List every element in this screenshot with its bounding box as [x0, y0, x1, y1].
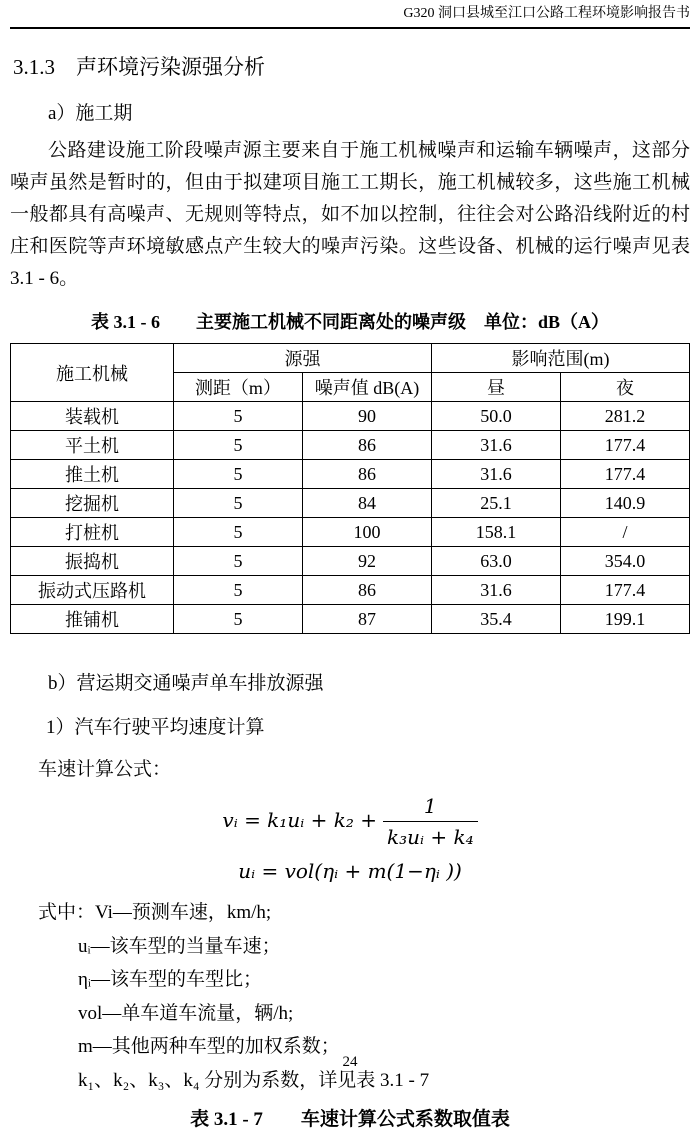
cell-night: 177.4 — [560, 576, 689, 605]
cell-noise: 90 — [302, 402, 431, 431]
subsection-a-heading: a）施工期 — [48, 103, 133, 124]
header-cell-noise: 噪声值 dB(A) — [302, 373, 431, 402]
table-row — [11, 576, 690, 605]
cell-distance: 5 — [173, 431, 302, 460]
cell-noise: 86 — [302, 460, 431, 489]
table-row — [11, 460, 690, 489]
table-3-1-7-caption: 表 3.1 - 7 车速计算公式系数取值表 — [190, 1109, 510, 1130]
cell-day: 31.6 — [431, 431, 560, 460]
table-row — [11, 431, 690, 460]
cell-machine: 振动式压路机 — [11, 576, 174, 605]
formula-v-prefix: vᵢ = k₁uᵢ + k₂ + — [222, 808, 377, 832]
header-cell-day: 昼 — [431, 373, 560, 402]
table-header-row-1 — [11, 344, 690, 373]
cell-distance: 5 — [173, 402, 302, 431]
cell-distance: 5 — [173, 460, 302, 489]
definition-vi: Vi—预测车速，km/h; — [95, 902, 272, 923]
definition-eta: ηᵢ—该车型的车型比； — [78, 969, 263, 990]
cell-night: / — [560, 518, 689, 547]
cell-distance: 5 — [173, 489, 302, 518]
page-footer — [0, 1054, 700, 1071]
cell-distance: 5 — [173, 576, 302, 605]
cell-day: 31.6 — [431, 460, 560, 489]
subsection-b-heading: b）营运期交通噪声单车排放源强 — [48, 673, 324, 694]
subsection-b1-heading: 1）汽车行驶平均速度计算 — [46, 717, 265, 738]
cell-distance: 5 — [173, 547, 302, 576]
cell-night: 177.4 — [560, 431, 689, 460]
page-header — [10, 6, 690, 29]
defs-label: 式中： — [38, 902, 96, 923]
table-row — [11, 605, 690, 634]
table-row — [11, 402, 690, 431]
speed-formula-block — [10, 793, 690, 884]
cell-machine: 装载机 — [11, 402, 174, 431]
cell-noise: 86 — [302, 431, 431, 460]
table-3-1-6-caption: 表 3.1 - 6 主要施工机械不同距离处的噪声级 单位：dB（A） — [90, 312, 609, 332]
machinery-noise-table — [10, 343, 690, 634]
formula-v — [10, 793, 690, 850]
cell-noise: 86 — [302, 576, 431, 605]
fraction-denominator: k₃uᵢ + k₄ — [386, 825, 474, 849]
cell-night: 140.9 — [560, 489, 689, 518]
cell-machine: 振捣机 — [11, 547, 174, 576]
cell-day: 35.4 — [431, 605, 560, 634]
cell-noise: 87 — [302, 605, 431, 634]
definition-m: m—其他两种车型的加权系数； — [78, 1036, 340, 1057]
cell-day: 63.0 — [431, 547, 560, 576]
cell-night: 281.2 — [560, 402, 689, 431]
cell-noise: 92 — [302, 547, 431, 576]
header-cell-range: 影响范围(m) — [431, 344, 689, 373]
page-number: 24 — [342, 1054, 358, 1070]
construction-noise-paragraph: 公路建设施工阶段噪声源主要来自于施工机械噪声和运输车辆噪声，这部分噪声虽然是暂时的，但由于拟建项目施工工期长，施工机械较多，这些施工机械一般都具有高噪声、无规则等特点，如不加以控制，往往会对公路沿线附近的村庄和医院等声环境敏感点产生较大的噪声污染。这些设备、机械的运行噪声见表 3.1 - 6。 — [10, 140, 690, 289]
header-cell-source: 源强 — [173, 344, 431, 373]
header-cell-machine: 施工机械 — [11, 344, 174, 402]
cell-day: 50.0 — [431, 402, 560, 431]
cell-machine: 挖掘机 — [11, 489, 174, 518]
cell-machine: 推土机 — [11, 460, 174, 489]
header-cell-distance: 测距（m） — [173, 373, 302, 402]
formula-intro-label: 车速计算公式： — [38, 759, 172, 780]
definition-ui: uᵢ—该车型的当量车速； — [78, 935, 281, 957]
definition-vol: vol—单车道车流量，辆/h; — [78, 1002, 294, 1024]
cell-noise: 84 — [302, 489, 431, 518]
header-cell-night: 夜 — [560, 373, 689, 402]
cell-machine: 平土机 — [11, 431, 174, 460]
section-heading-3-1-3: 3.1.3 声环境污染源强分析 — [13, 55, 265, 79]
cell-day: 25.1 — [431, 489, 560, 518]
formula-fraction — [383, 793, 478, 850]
definition-line — [38, 896, 690, 930]
cell-machine: 打桩机 — [11, 518, 174, 547]
cell-night: 354.0 — [560, 547, 689, 576]
table-row — [11, 489, 690, 518]
cell-day: 31.6 — [431, 576, 560, 605]
cell-day: 158.1 — [431, 518, 560, 547]
header-title: G320 洞口县城至江口公路工程环境影响报告书 — [403, 6, 690, 21]
cell-distance: 5 — [173, 605, 302, 634]
fraction-numerator: 1 — [383, 793, 478, 822]
cell-noise: 100 — [302, 518, 431, 547]
definition-k: k₁、k₂、k₃、k₄ 分别为系数，详见表 3.1 - 7 — [78, 1069, 430, 1091]
table-row — [11, 518, 690, 547]
cell-night: 199.1 — [560, 605, 689, 634]
cell-night: 177.4 — [560, 460, 689, 489]
formula-u: uᵢ = vol(ηᵢ + m(1−ηᵢ )) — [238, 859, 462, 883]
cell-machine: 推铺机 — [11, 605, 174, 634]
table-row — [11, 547, 690, 576]
cell-distance: 5 — [173, 518, 302, 547]
